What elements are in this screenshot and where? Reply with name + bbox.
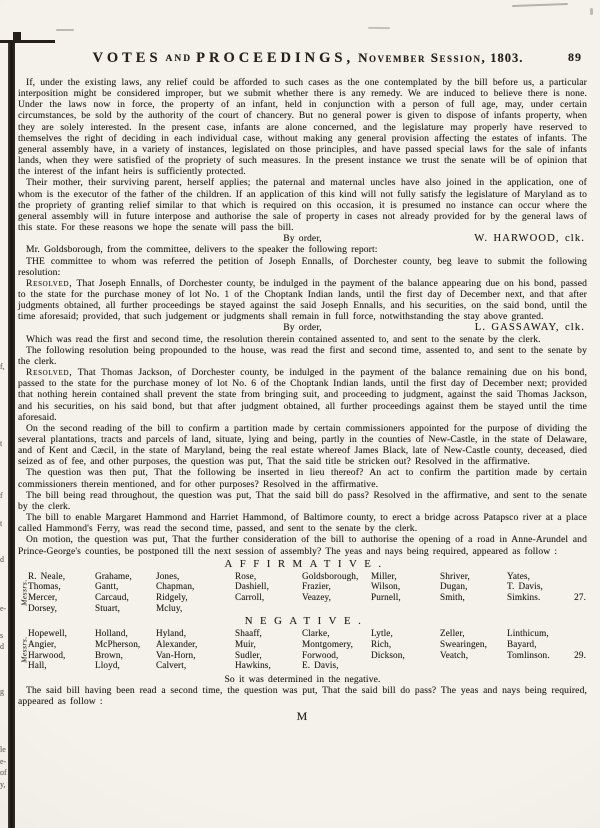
gutter-text-fragment: f, [0,362,5,371]
member-name: Simkins. [507,592,541,603]
by-order-text: By order, [283,233,322,245]
member-name: Dickson, [371,649,405,660]
paragraph: The said bill having been read a second time, the question was put, That the said bill do pass? The yeas and nays being required, appeared as follow : [18,684,587,708]
gutter-text-fragment: e- [0,757,7,766]
member-name [440,660,507,671]
catchword: M [296,709,309,724]
paragraph: The question was then put, That the following be inserted in lieu thereof? An act to confirm the partition made by certain commissioners therein mentioned, and for other purposes? Resolved in the affirmative. [18,467,587,490]
vote-table-row [28,639,587,650]
member-name: Thomas, [28,581,61,592]
member-name [371,660,440,671]
gutter-text-fragment: g [0,687,4,696]
gutter-text-fragment: of [0,768,7,777]
member-name: Yates, [507,570,531,581]
clerk-signature: W. HARWOOD, clk. [474,233,585,245]
margin-label-messrs: Messrs. [19,579,29,606]
member-name: R. Neale, [28,570,66,581]
paragraph: The bill being read throughout, the question was put, That the said bill do pass? Resolved in the affirmative, and sent to the senate by the clerk. [18,489,587,512]
member-name: Miller, [371,570,397,581]
member-name [507,603,568,614]
gutter-text-fragment: f [0,491,3,500]
member-name: Carroll, [235,592,265,603]
member-name: Lloyd, [95,660,120,671]
title-session: November Session, [358,50,487,65]
vote-section-heading: AFFIRMATIVE. [224,557,389,570]
paragraph: Mr. Goldsborough, from the committee, delivers to the speaker the following report: [26,244,378,256]
vote-count: 27. [574,592,586,603]
vote-table-row [28,592,587,603]
member-name: Gantt, [95,581,119,592]
member-name: Jones, [156,570,180,581]
vote-table-row [28,628,587,639]
paragraph: On motion, the question was put, That the further consideration of the bill to authorise the opening of a road in Anne-Arundel and Prince-George's counties, be postponed till the next session of assembly? The yeas and nays being required, appeared as follow : [18,534,587,557]
text-block [18,77,587,722]
binding-rod-top-bar [0,40,55,43]
member-name: Angier, [28,639,57,649]
vote-section-heading: NEGATIVE. [244,615,369,628]
member-name: Montgomery, [302,639,353,649]
member-name: Clarke, [302,628,330,639]
member-name: Muir, [235,639,256,649]
member-name: Brown, [95,649,124,660]
member-name: Hall, [28,660,47,671]
vote-count: 29. [574,649,586,660]
member-name: Carcaud, [95,592,129,603]
paragraph-lead: Resolved, [26,277,73,289]
paragraph: On the second reading of the bill to confirm a partition made by certain commissioners appointed for the purpose of dividing the several plantations, tracts and parcels of land, situate, lying and being, partly in the counties of New-Castle, in the state of Delaware, and of Kent and Cæcil, in the state of Maryland, being the real estate whereof James Black, late of New-Castle county, deceased, died seized as of fee, and other purposes, the question was put, That the said title be stricken out? Resolved in the affirmative. [18,422,587,468]
member-name: T. Davis, [507,581,543,592]
member-name: Harwood, [28,649,66,660]
by-order-text: By order, [283,322,322,334]
member-name: Bayard, [507,639,537,649]
member-name: Swearingen, [440,639,487,649]
member-name: Rich, [371,639,392,649]
page-title [30,49,586,67]
paragraph: The bill to enable Margaret Hammond and Harriet Hammond, of Baltimore county, to erect a bridge across Patapsco river at a place called Hammond's Ferry, was read the second time, passed, and sent to the senate by the clerk. [18,512,587,535]
member-name: Goldsborough, [302,570,359,581]
title-word-votes: VOTES [92,50,162,66]
member-name: Smith, [440,592,465,603]
scan-artifact [590,8,593,15]
paragraph: Resolved, That Thomas Jackson, of Dorchester county, be indulged in the payment of the balance remaining due on his bond, passed to the state for the purchase money of lot No. 6 of the Choptank Indian lands, until the first day of December next; provided that nothing herein contained shall prevent the state from bringing suit, and proceeding to judgment, against the said Thomas Jackson, and his securities, on his said bond, but that after judgment obtained, all further proceedings against them be stayed until the time aforesaid. [18,367,587,423]
member-name: Grahame, [95,570,132,581]
member-name: Chapman, [156,581,195,592]
scan-artifact [368,27,390,29]
clerk-signature: L. GASSAWAY, clk. [474,322,585,334]
vote-table-row [28,581,587,592]
member-name: Forwood, [302,649,339,660]
gutter-text-fragment: le [0,745,6,754]
binding-rod-nub [13,32,21,41]
member-name: Shaaff, [235,628,262,639]
vote-count [568,639,587,650]
member-name: Veazey, [302,592,332,603]
vote-table-row [28,660,587,671]
paragraph: If, under the existing laws, any relief could be afforded to such cases as the one contemplated by the bill before us, a particular interposition might be considered improper, but we submit whether there is any remedy. We are induced to believe there is none. Under the laws now in force, the property of an infant, held in conjunction with a person of full age, may, under certain circumstances, be sold by the authority of the court of chancery. But no general power is given to dispose of infants property, when they are solely interested. In the present case, infants are alone concerned, and the legislature may properly have reserved to themselves the right of deciding in each individual case, without making any general provision affecting the estates of infants. The general assembly have, in a variety of instances, legislated on those principles, and have passed special laws for the sale of infants lands, when they were satisfied of the propriety of such measures. In the present instance we trust the senate will be of opinion that the interest of the infant heirs is sufficiently protected. [18,77,587,178]
member-name [235,603,302,614]
centered-line: So it was determined in the negative. [224,673,381,685]
vote-count [568,603,587,614]
member-name [302,603,371,614]
member-name: Ridgely, [156,592,188,603]
affirmative-vote-table [18,571,587,613]
member-name: Zeller, [440,628,465,639]
member-name: Rose, [235,570,257,581]
vote-table-row [28,603,587,614]
member-name: Dorsey, [28,602,58,613]
member-name: Dashiell, [235,581,269,592]
gutter-text-fragment: d [0,642,4,651]
member-name: Holland, [95,628,128,639]
member-name: Shriver, [440,570,470,581]
paragraph: Which was read the first and second time, the resolution therein contained assented to, and sent to the senate by the clerk. [26,333,541,345]
vote-table-row [28,650,587,661]
by-order-line [18,322,587,333]
paragraph: THE committee to whom was referred the petition of Joseph Ennalls, of Dorchester county, beg leave to submit the following resolution: [18,255,587,278]
member-name: Mcluy, [156,602,183,613]
member-name: Mercer, [28,592,58,603]
member-name: Linthicum, [507,628,549,639]
vote-count [568,660,587,671]
paragraph: The following resolution being propounded to the house, was read the first and second time, assented to, and sent to the senate by the clerk. [18,344,587,367]
member-name: E. Davis, [302,660,339,671]
scan-artifact [512,3,568,7]
member-name: Hawkins, [235,660,271,671]
page-number: 89 [568,50,582,64]
member-name: Van-Horn, [156,649,196,660]
member-name: Dugan, [440,581,468,592]
title-word-proceedings: PROCEEDINGS, [196,50,355,66]
by-order-line [18,233,587,244]
gutter-text-fragment: e- [0,604,7,613]
negative-vote-table [18,628,587,670]
member-name: Sudler, [235,649,262,660]
member-name: McPherson, [95,639,141,649]
gutter-text-fragment: y, [0,780,6,789]
paragraph: Resolved, That Joseph Ennalls, of Dorchester county, be indulged in the payment of the balance appearing due on his bond, passed to the state for the purchase money of lot No. 1 of the Choptank Indian lands, until the first day of December next, and that after judgments obtained, all further proceedings be stayed against the said Joseph Ennalls, and his securities, on the said bond, until the time aforesaid; provided, that such judgement or judgments shall remain in full force, notwithstanding the stay above granted. [18,277,587,323]
member-name [440,603,507,614]
gutter-text-fragment: s [0,631,4,640]
member-name: Lytle, [371,628,393,639]
member-name: Wilson, [371,581,401,592]
margin-label-messrs: Messrs. [19,636,29,664]
vote-count [568,628,587,639]
gutter-text-fragment: t [0,439,3,448]
scan-artifact [56,29,74,31]
gutter-text-fragment: t [0,519,3,528]
member-name: Tomlinson. [507,649,550,660]
vote-table-row [28,571,587,582]
member-name: Hyland, [156,628,187,639]
member-name: Alexander, [156,639,198,649]
gutter-text-fragment: d [0,555,4,564]
paragraph: Their mother, their surviving parent, herself applies; the paternal and maternal uncles have also joined in the application, one of whom is the executor of the father of the children. If an application of this kind will not fully satisfy the legislature of Maryland as to the propriety of granting relief similar to that which is required on this occasion, it is presumed no instance can occur where the general assembly will in future interpose and authorise the sale of property in cases not already provided for by the general laws of this state. For these reasons we hope the senate will pass the bill. [18,177,587,234]
member-name: Frazier, [302,581,331,592]
paragraph-lead: Resolved, [26,367,73,379]
member-name: Calvert, [156,660,187,671]
title-word-and: AND [165,54,193,64]
member-name: Veatch, [440,649,469,660]
vote-count [568,581,587,592]
title-year: 1803. [490,51,524,65]
member-name [507,660,568,671]
member-name: Purnell, [371,592,401,603]
vote-count [568,571,587,582]
binding-rod [8,40,15,828]
member-name [371,603,440,614]
member-name: Stuart, [95,602,121,613]
member-name: Hopewell, [28,628,68,639]
